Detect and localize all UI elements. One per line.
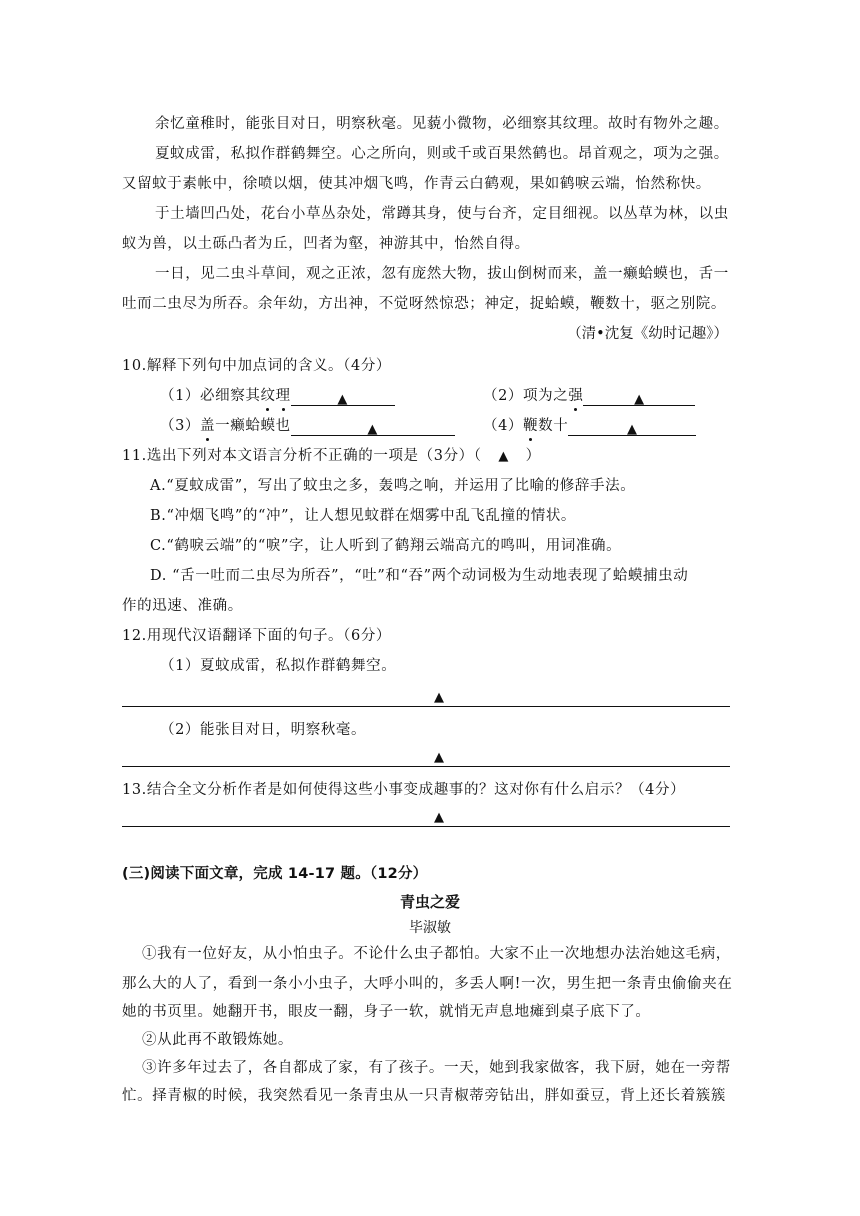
article-paragraph-2: ②从此再不敢锻炼她。 bbox=[142, 1032, 293, 1048]
q11-stem-text: 11.选出下列对本文语言分析不正确的一项是（3分）（ bbox=[122, 448, 482, 464]
triangle-marker-icon: ▲ bbox=[434, 810, 444, 825]
q10-stem: 10.解释下列句中加点词的含义。（4分） bbox=[122, 358, 392, 374]
q11-option-d-line-1[interactable]: D. “舌一吐而二虫尽为所吞”，“吐”和“吞”两个动词极为生动地表现了蛤蟆捕虫动 bbox=[150, 568, 689, 584]
article-paragraph-1-line-1: ①我有一位好友，从小怕虫子。不论什么虫子都怕。大家不止一次地想办法治她这毛病， bbox=[142, 946, 731, 962]
q13-answer-line[interactable] bbox=[122, 808, 730, 827]
triangle-marker-icon: ▲ bbox=[498, 449, 509, 464]
q10-item-1-dotted-char: 纹 bbox=[260, 388, 276, 404]
q10-item-1-dotted-char-2: 理 bbox=[275, 388, 291, 404]
q10-item-1 bbox=[160, 386, 395, 406]
q10-item-1-answer-blank[interactable] bbox=[291, 389, 395, 406]
passage-paragraph-1: 余忆童稚时，能张目对日，明察秋毫。见藐小微物，必细察其纹理。故时有物外之趣。 bbox=[155, 116, 729, 132]
article-author: 毕淑敏 bbox=[409, 920, 451, 936]
triangle-marker-icon: ▲ bbox=[434, 750, 444, 765]
q10-item-2-answer-blank[interactable] bbox=[583, 389, 695, 406]
q10-item-2 bbox=[483, 386, 695, 406]
q11-stem-close: ） bbox=[525, 448, 541, 464]
q11-answer-slot[interactable] bbox=[482, 446, 526, 467]
q10-item-3-suffix: 一癞蛤蟆也 bbox=[215, 418, 291, 434]
passage-paragraph-3-line-1: 于土墙凹凸处，花台小草丛杂处，常蹲其身，使与台齐，定目细视。以丛草为林，以虫 bbox=[155, 206, 729, 222]
q11-option-c[interactable]: C.“鹤唳云端”的“唳”字，让人听到了鹤翔云端高亢的鸣叫，用词准确。 bbox=[150, 538, 622, 554]
passage-paragraph-3-line-2: 蚁为兽，以土砾凸者为丘，凹者为壑，神游其中，怡然自得。 bbox=[122, 236, 530, 252]
q12-sentence-2: （2）能张目对日，明察秋毫。 bbox=[160, 722, 367, 738]
article-paragraph-1-line-3: 她的书页里。她翻开书，眼皮一翻，身子一软，就悄无声息地瘫到桌子底下了。 bbox=[122, 1004, 651, 1020]
triangle-marker-icon: ▲ bbox=[627, 422, 638, 437]
q10-item-4-answer-blank[interactable] bbox=[568, 419, 696, 436]
passage-paragraph-2-line-2: 又留蚊于素帐中，徐喷以烟，使其冲烟飞鸣，作青云白鹤观，果如鹤唳云端，怡然称快。 bbox=[122, 176, 711, 192]
q11-option-d-line-2: 作的迅速、准确。 bbox=[122, 598, 243, 614]
q11-stem bbox=[122, 446, 541, 467]
passage-paragraph-4-line-2: 吐而二虫尽为所吞。余年幼，方出神，不觉呀然惊恐；神定，捉蛤蟆，鞭数十，驱之别院。 bbox=[122, 296, 726, 312]
passage-source: （清•沈复《幼时记趣》） bbox=[567, 326, 728, 342]
passage-paragraph-4-line-1: 一日，见二虫斗草间，观之正浓，忽有庞然大物，拔山倒树而来，盖一癞蛤蟆也，舌一 bbox=[155, 266, 729, 282]
q10-item-2-prefix: （2）项为之 bbox=[483, 388, 569, 404]
triangle-marker-icon: ▲ bbox=[337, 392, 348, 407]
q10-item-3-dotted-char: 盖 bbox=[200, 418, 216, 434]
q10-item-4 bbox=[483, 416, 696, 436]
q11-option-b[interactable]: B.“冲烟飞鸣”的“冲”，让人想见蚊群在烟雾中乱飞乱撞的情状。 bbox=[150, 508, 577, 524]
q13-stem: 13.结合全文分析作者是如何使得这些小事变成趣事的？这对你有什么启示？（4分） bbox=[122, 782, 686, 798]
q11-option-a[interactable]: A.“夏蚊成雷”，写出了蚊虫之多，轰鸣之响，并运用了比喻的修辞手法。 bbox=[150, 478, 636, 494]
article-title: 青虫之爱 bbox=[399, 893, 460, 911]
section-3-heading: (三)阅读下面文章，完成 14-17 题。（12分） bbox=[122, 866, 428, 882]
triangle-marker-icon: ▲ bbox=[367, 422, 378, 437]
article-paragraph-3-line-1: ③许多年过去了，各自都成了家，有了孩子。一天，她到我家做客，我下厨，她在一旁帮 bbox=[142, 1060, 731, 1076]
q10-item-2-dotted-char: 强 bbox=[568, 388, 584, 404]
q12-sentence-1: （1）夏蚊成雷，私拟作群鹤舞空。 bbox=[160, 658, 397, 674]
q10-item-3-prefix: （3） bbox=[160, 418, 201, 434]
triangle-marker-icon: ▲ bbox=[634, 392, 645, 407]
q12-answer-line-1[interactable] bbox=[122, 688, 730, 707]
passage-paragraph-2-line-1: 夏蚊成雷，私拟作群鹤舞空。心之所向，则或千或百果然鹤也。昂首观之，项为之强。 bbox=[155, 146, 729, 162]
q10-item-3 bbox=[160, 416, 455, 436]
q12-stem: 12.用现代汉语翻译下面的句子。（6分） bbox=[122, 628, 392, 644]
article-paragraph-3-line-2: 忙。择青椒的时候，我突然看见一条青虫从一只青椒蒂旁钻出，胖如蚕豆，背上还长着簇簇 bbox=[122, 1088, 726, 1104]
q12-answer-line-2[interactable] bbox=[122, 748, 730, 767]
q10-item-4-dotted-char: 鞭 bbox=[523, 418, 539, 434]
q10-item-1-prefix: （1）必细察其 bbox=[160, 388, 261, 404]
article-paragraph-1-line-2: 那么大的人了，看到一条小小虫子，大呼小叫的，多丢人啊!一次，男生把一条青虫偷偷夹在 bbox=[122, 976, 733, 992]
q10-item-4-suffix: 数十 bbox=[538, 418, 569, 434]
q10-item-3-answer-blank[interactable] bbox=[291, 419, 455, 436]
triangle-marker-icon: ▲ bbox=[434, 690, 444, 705]
q10-item-4-prefix: （4） bbox=[483, 418, 524, 434]
